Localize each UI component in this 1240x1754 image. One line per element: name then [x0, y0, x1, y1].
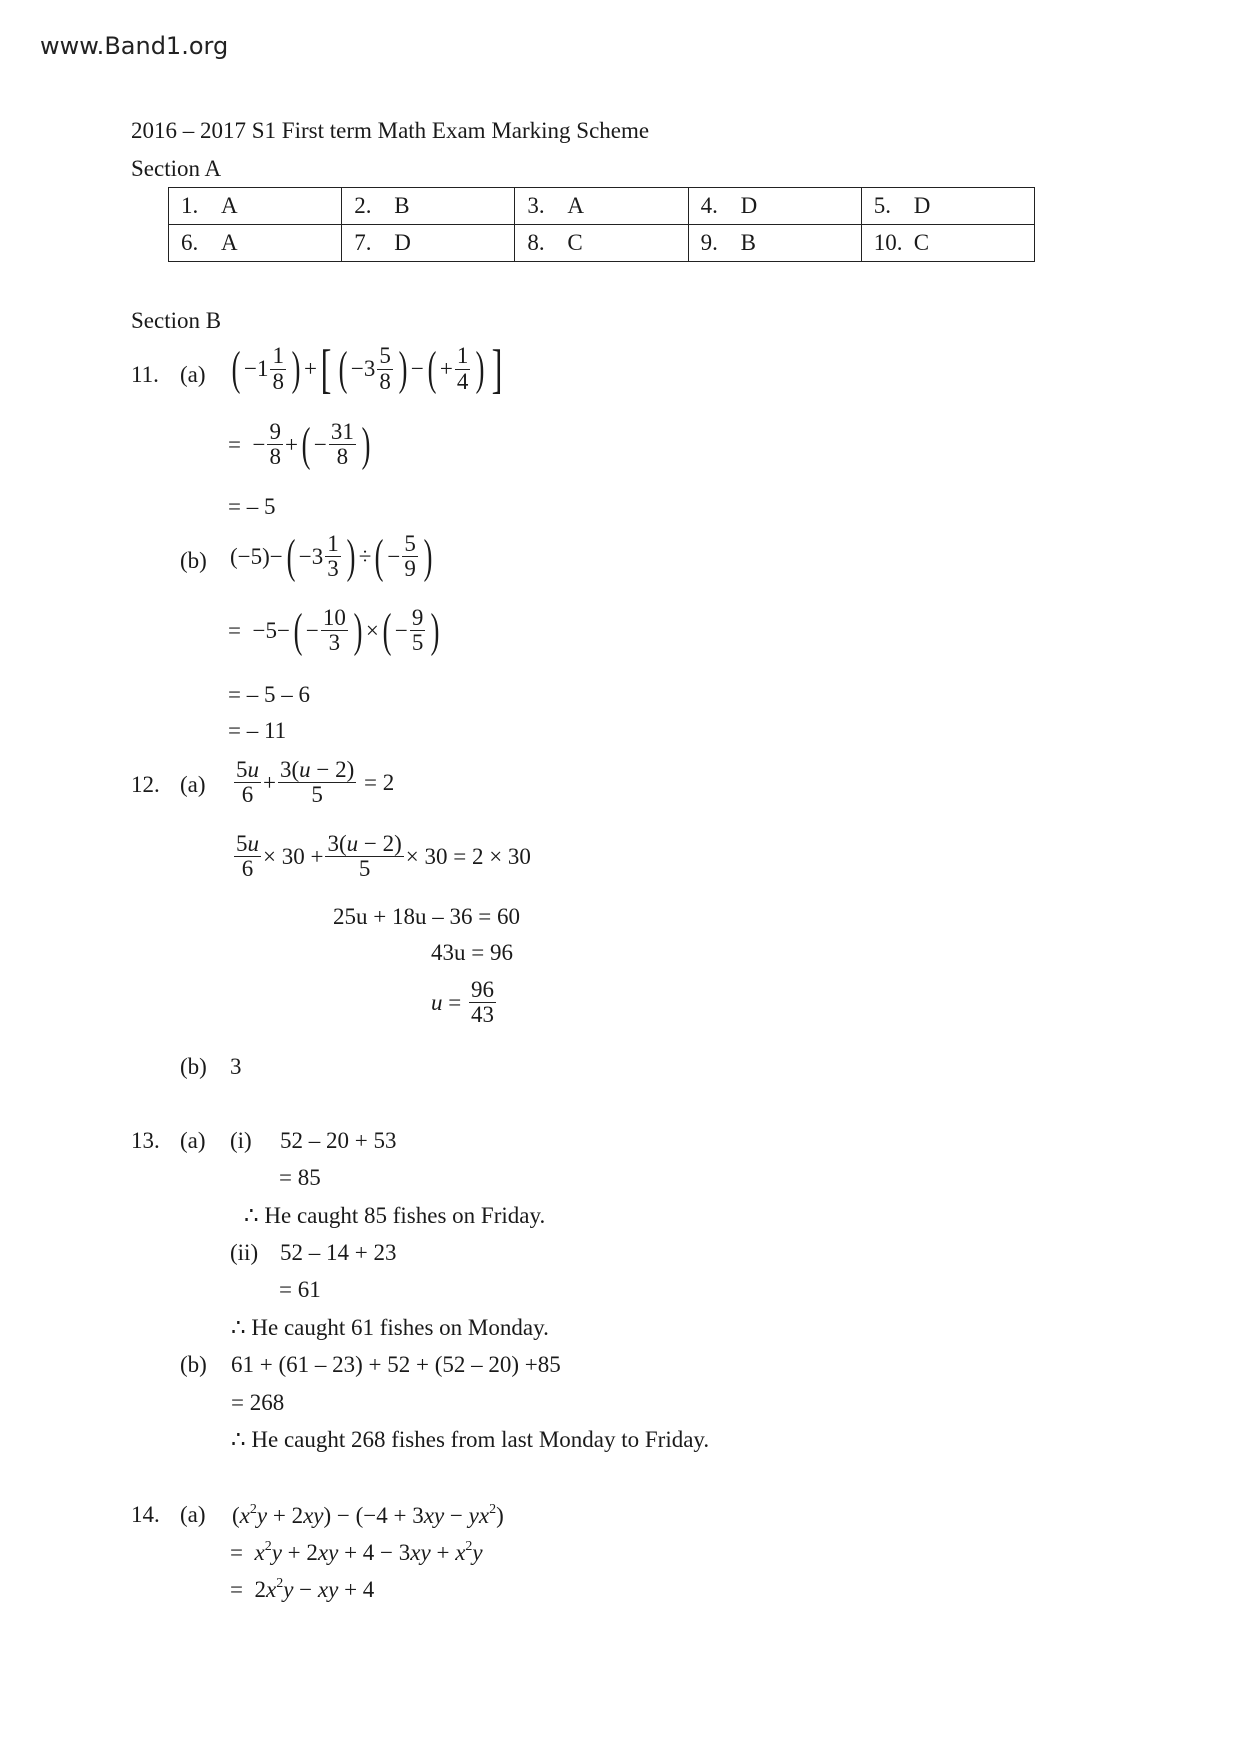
q13aii-conclusion: ∴ He caught 61 fishes on Monday. — [231, 1315, 549, 1340]
q13-number: 13. — [131, 1128, 160, 1153]
q13ai-conclusion: ∴ He caught 85 fishes on Friday. — [244, 1203, 546, 1228]
q12a-step2: 25u + 18u – 36 = 60 — [333, 904, 520, 929]
q14a-result: = $2x^2y$ − xy + 4 — [230, 1576, 375, 1602]
answer-cell: 9. B — [688, 225, 861, 262]
answer-row — [169, 188, 1035, 225]
q11b-step2: = – 5 – 6 — [228, 682, 310, 707]
q13b-label: (b) — [180, 1352, 207, 1377]
section-a-heading: Section A — [131, 156, 222, 181]
q13aii-result: = 61 — [279, 1277, 321, 1302]
q12a-step1: $\frac{5u}{6}$ × 30 + $\frac{3(u - 2)}{5}$ × 30 = 2 × 30 — [236, 831, 531, 882]
q14-number: 14. — [131, 1502, 160, 1527]
q12b-answer: 3 — [230, 1054, 242, 1079]
answer-row — [169, 225, 1035, 262]
answer-cell: 2. B — [342, 188, 515, 225]
answer-cell: 7. D — [342, 225, 515, 262]
q13a-label: (a) — [180, 1128, 206, 1153]
answer-cell: 10. C — [861, 225, 1034, 262]
q14a-label: (a) — [180, 1502, 206, 1527]
q13b-conclusion: ∴ He caught 268 fishes from last Monday to Friday. — [231, 1427, 710, 1452]
q13ai-result: = 85 — [279, 1165, 321, 1190]
q13ai-expression: 52 – 20 + 53 — [280, 1128, 397, 1153]
q12-number: 12. — [131, 772, 160, 797]
q12a-equation: $\frac{5u}{6}$ + $\frac{3(u - 2)}{5}$ = 2 — [236, 757, 395, 808]
q14a-expression: $(x^2y + 2xy) - (-4 + 3xy - yx^2)$ — [232, 1502, 504, 1528]
answer-cell: 3. A — [515, 188, 688, 225]
q11a-step1: = − $\frac{9}{8}$ + ( − $\frac{31}{8}$ ) — [228, 417, 371, 471]
q12b-label: (b) — [180, 1054, 207, 1079]
q12a-answer: u = $\frac{96}{43}$ — [431, 977, 494, 1028]
answer-cell: 6. A — [169, 225, 342, 262]
answer-cell: 4. D — [688, 188, 861, 225]
q12a-step3: 43u = 96 — [431, 940, 513, 965]
answer-table — [168, 187, 1035, 262]
page-title: 2016 – 2017 S1 First term Math Exam Marking Scheme — [131, 118, 650, 143]
q13aii-expression: 52 – 14 + 23 — [280, 1240, 397, 1265]
answer-cell: 8. C — [515, 225, 688, 262]
q12a-label: (a) — [180, 772, 206, 797]
q11a-result: = – 5 — [228, 494, 276, 519]
answer-cell: 5. D — [861, 188, 1034, 225]
site-url[interactable]: www.Band1.org — [40, 32, 229, 60]
q11b-step1: = −5− ( − $\frac{10}{3}$ ) × ( − $\frac{9}{5}$ ) — [228, 603, 440, 657]
q13b-expression: 61 + (61 – 23) + 52 + (52 – 20) +85 — [231, 1352, 561, 1377]
answer-cell: 1. A — [169, 188, 342, 225]
q13ai-label: (i) — [230, 1128, 252, 1153]
q11b-expression: (−5)− ( −3 $\frac{1}{3}$ ) ÷ ( − $\frac{5}{9}$ ) — [230, 529, 433, 583]
q11-number: 11. — [131, 362, 159, 387]
q11b-result: = – 11 — [228, 718, 287, 743]
q13b-result: = 268 — [231, 1390, 285, 1415]
q11b-label: (b) — [180, 548, 207, 573]
q14a-step1: = $x^2y + 2xy + 4 - 3xy + x^2y$ — [230, 1539, 483, 1565]
q11a-label: (a) — [180, 362, 206, 387]
q11a-expression: ( −1 $\frac{1}{8}$ ) + [ ( −3 $\frac{5}{8}$ ) − ( + $\frac{1}{4}$ ) ] — [231, 339, 503, 399]
q13aii-label: (ii) — [230, 1240, 259, 1265]
section-b-heading: Section B — [131, 308, 222, 333]
